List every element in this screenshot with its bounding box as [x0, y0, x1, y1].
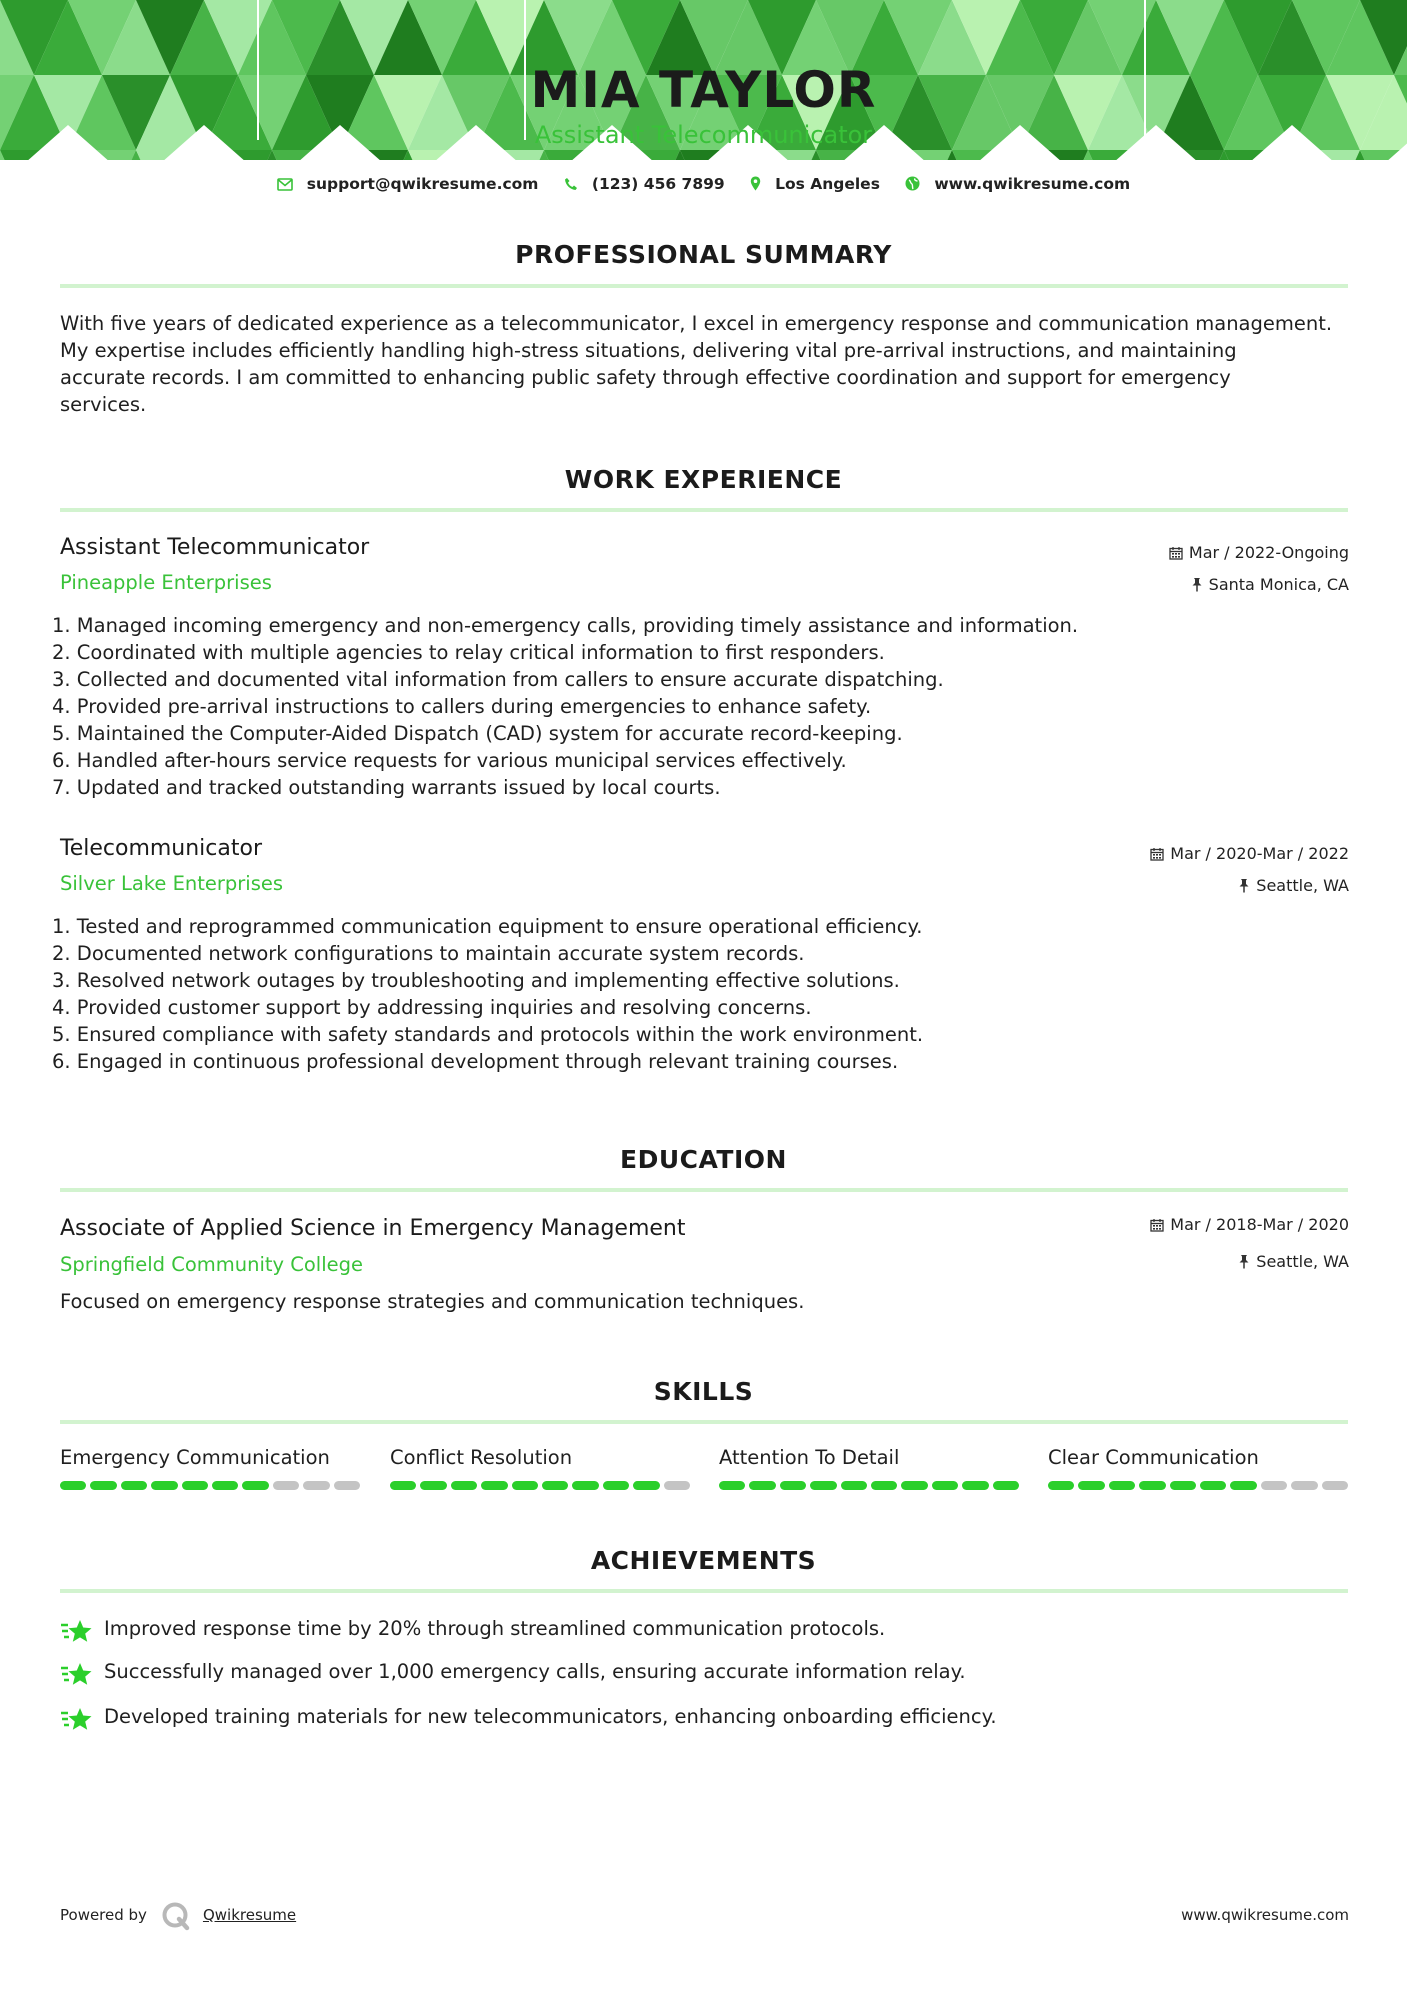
job-location: [1191, 574, 1349, 596]
experience-heading: WORK EXPERIENCE: [564, 465, 843, 494]
summary-line: With five years of dedicated experience as a telecommunicator, I excel in emergency response and communication management.: [60, 312, 1333, 335]
contact-location: [750, 172, 880, 196]
education-dates-text: Mar / 2018-Mar / 2020: [1170, 1215, 1349, 1234]
candidate-role: Assistant Telecommunicator: [534, 121, 873, 149]
job-dates-text: Mar / 2022-Ongoing: [1188, 543, 1349, 562]
skill-level-segment: [719, 1481, 745, 1490]
section-divider: [60, 284, 1348, 288]
skill-level-segment: [481, 1481, 507, 1490]
achievement-item: [60, 1658, 1350, 1692]
job-dates-text: Mar / 2020-Mar / 2022: [1170, 844, 1349, 863]
section-divider: [60, 508, 1348, 512]
achievement-item: [60, 1703, 1350, 1737]
envelope-icon: [277, 178, 293, 191]
location-text: Los Angeles: [775, 175, 880, 193]
list-item: 6. Engaged in continuous professional development through relevant training courses.: [52, 1050, 899, 1073]
email-text: support@qwikresume.com: [306, 175, 539, 193]
skill-level-bar: [1048, 1481, 1348, 1490]
skill-name: Clear Communication: [1048, 1446, 1259, 1469]
calendar-icon: [1150, 847, 1164, 861]
job-location: [1238, 875, 1349, 897]
education-location-text: Seattle, WA: [1256, 1252, 1349, 1271]
skill-item: [60, 1445, 360, 1490]
job-location-text: Santa Monica, CA: [1208, 575, 1349, 594]
phone-icon: [564, 177, 578, 191]
job-location-text: Seattle, WA: [1256, 876, 1349, 895]
list-item: 5. Ensured compliance with safety standards and protocols within the work environment.: [52, 1023, 924, 1046]
contact-email[interactable]: [277, 172, 539, 196]
summary-text: [60, 310, 1350, 418]
list-item: 5. Maintained the Computer-Aided Dispatch (CAD) system for accurate record-keeping.: [52, 722, 903, 745]
skill-level-segment: [90, 1481, 116, 1490]
skill-level-segment: [1261, 1481, 1287, 1490]
skill-level-segment: [962, 1481, 988, 1490]
section-divider: [60, 1188, 1348, 1192]
summary-line: accurate records. I am committed to enhancing public safety through effective coordination and support for emergency: [60, 366, 1231, 389]
skill-level-segment: [1291, 1481, 1317, 1490]
skill-level-segment: [182, 1481, 208, 1490]
skill-level-segment: [664, 1481, 690, 1490]
education-location: [1238, 1251, 1349, 1273]
footer-website[interactable]: www.qwikresume.com: [1181, 1906, 1349, 1924]
skill-name: Emergency Communication: [60, 1446, 330, 1469]
skill-level-segment: [780, 1481, 806, 1490]
skills-heading: SKILLS: [653, 1377, 754, 1406]
degree-title: Associate of Applied Science in Emergency Management: [60, 1216, 686, 1241]
skill-level-bar: [390, 1481, 690, 1490]
school-name: Springfield Community College: [60, 1253, 364, 1276]
skill-level-segment: [420, 1481, 446, 1490]
job-title: Assistant Telecommunicator: [60, 535, 370, 560]
skill-level-bar: [719, 1481, 1019, 1490]
achievement-text: Developed training materials for new telecommunicators, enhancing onboarding efficiency.: [104, 1705, 997, 1728]
list-item: 7. Updated and tracked outstanding warrants issued by local courts.: [52, 776, 721, 799]
achievement-item: [60, 1615, 1350, 1649]
list-item: 6. Handled after-hours service requests for various municipal services effectively.: [52, 749, 847, 772]
star-icon: [60, 1617, 94, 1647]
globe-icon: [905, 176, 920, 191]
contact-website[interactable]: [905, 172, 1130, 196]
calendar-icon: [1150, 1218, 1164, 1232]
qwikresume-link[interactable]: Qwikresume: [202, 1906, 297, 1924]
skill-level-segment: [932, 1481, 958, 1490]
skill-level-segment: [121, 1481, 147, 1490]
candidate-name: MIA TAYLOR: [530, 61, 877, 119]
skill-level-segment: [451, 1481, 477, 1490]
achievement-text: Successfully managed over 1,000 emergency calls, ensuring accurate information relay.: [104, 1660, 966, 1683]
contact-bar: [0, 172, 1407, 196]
skill-level-segment: [512, 1481, 538, 1490]
skill-level-segment: [1200, 1481, 1226, 1490]
job-title: Telecommunicator: [60, 836, 263, 861]
skill-level-segment: [542, 1481, 568, 1490]
section-divider: [60, 1420, 1348, 1424]
skill-level-segment: [151, 1481, 177, 1490]
skill-level-segment: [572, 1481, 598, 1490]
list-item: 2. Documented network configurations to maintain accurate system records.: [52, 942, 805, 965]
skill-level-segment: [749, 1481, 775, 1490]
skill-level-segment: [303, 1481, 329, 1490]
skill-level-segment: [1109, 1481, 1135, 1490]
education-description: Focused on emergency response strategies and communication techniques.: [60, 1290, 805, 1313]
achievement-text: Improved response time by 20% through streamlined communication protocols.: [104, 1617, 886, 1640]
skill-item: [719, 1445, 1019, 1490]
skill-level-segment: [334, 1481, 360, 1490]
calendar-icon: [1169, 546, 1183, 560]
summary-line: My expertise includes efficiently handling high-stress situations, delivering vital pre-arrival instructions, and maintaining: [60, 339, 1237, 362]
skill-level-segment: [1048, 1481, 1074, 1490]
skill-level-segment: [603, 1481, 629, 1490]
education-dates: [1150, 1214, 1349, 1236]
skill-item: [390, 1445, 690, 1490]
job-responsibilities: [52, 913, 1342, 1075]
job-company: Pineapple Enterprises: [60, 571, 272, 594]
skill-name: Conflict Resolution: [390, 1446, 573, 1469]
skill-level-segment: [60, 1481, 86, 1490]
skill-level-segment: [993, 1481, 1019, 1490]
star-icon: [60, 1705, 94, 1735]
skill-level-segment: [242, 1481, 268, 1490]
skill-level-bar: [60, 1481, 360, 1490]
qwikresume-logo-icon: [161, 1901, 191, 1931]
list-item: 3. Collected and documented vital information from callers to ensure accurate dispatching.: [52, 668, 944, 691]
skill-level-segment: [871, 1481, 897, 1490]
skill-level-segment: [390, 1481, 416, 1490]
achievements-heading: ACHIEVEMENTS: [590, 1546, 817, 1575]
skill-level-segment: [1322, 1481, 1348, 1490]
education-heading: EDUCATION: [620, 1145, 787, 1174]
list-item: 1. Managed incoming emergency and non-emergency calls, providing timely assistance and information.: [52, 614, 1079, 637]
powered-by-label: Powered by: [60, 1906, 147, 1924]
list-item: 4. Provided pre-arrival instructions to callers during emergencies to enhance safety.: [52, 695, 872, 718]
list-item: 1. Tested and reprogrammed communication equipment to ensure operational efficiency.: [52, 915, 923, 938]
skill-level-segment: [1230, 1481, 1256, 1490]
pushpin-icon: [1238, 878, 1250, 893]
list-item: 2. Coordinated with multiple agencies to relay critical information to first responders.: [52, 641, 885, 664]
contact-phone[interactable]: [564, 172, 725, 196]
map-pin-icon: [750, 176, 761, 191]
pushpin-icon: [1238, 1254, 1250, 1269]
skill-level-segment: [901, 1481, 927, 1490]
skill-level-segment: [633, 1481, 659, 1490]
website-text: www.qwikresume.com: [934, 175, 1131, 193]
skill-level-segment: [1170, 1481, 1196, 1490]
job-responsibilities: [52, 612, 1342, 801]
phone-text: (123) 456 7899: [591, 175, 725, 193]
list-item: 4. Provided customer support by addressing inquiries and resolving concerns.: [52, 996, 812, 1019]
summary-heading: PROFESSIONAL SUMMARY: [515, 240, 892, 269]
skill-level-segment: [1078, 1481, 1104, 1490]
skill-name: Attention To Detail: [719, 1446, 900, 1469]
summary-line: services.: [60, 393, 147, 416]
skill-level-segment: [841, 1481, 867, 1490]
job-dates: [1150, 843, 1349, 865]
pushpin-icon: [1191, 577, 1203, 592]
star-icon: [60, 1660, 94, 1690]
section-divider: [60, 1589, 1348, 1593]
list-item: 3. Resolved network outages by troubleshooting and implementing effective solutions.: [52, 969, 900, 992]
skill-level-segment: [810, 1481, 836, 1490]
skill-item: [1048, 1445, 1348, 1490]
skill-level-segment: [212, 1481, 238, 1490]
job-dates: [1169, 542, 1349, 564]
skill-level-segment: [1139, 1481, 1165, 1490]
job-company: Silver Lake Enterprises: [60, 872, 284, 895]
skill-level-segment: [273, 1481, 299, 1490]
footer-powered-by: [60, 1900, 296, 1931]
